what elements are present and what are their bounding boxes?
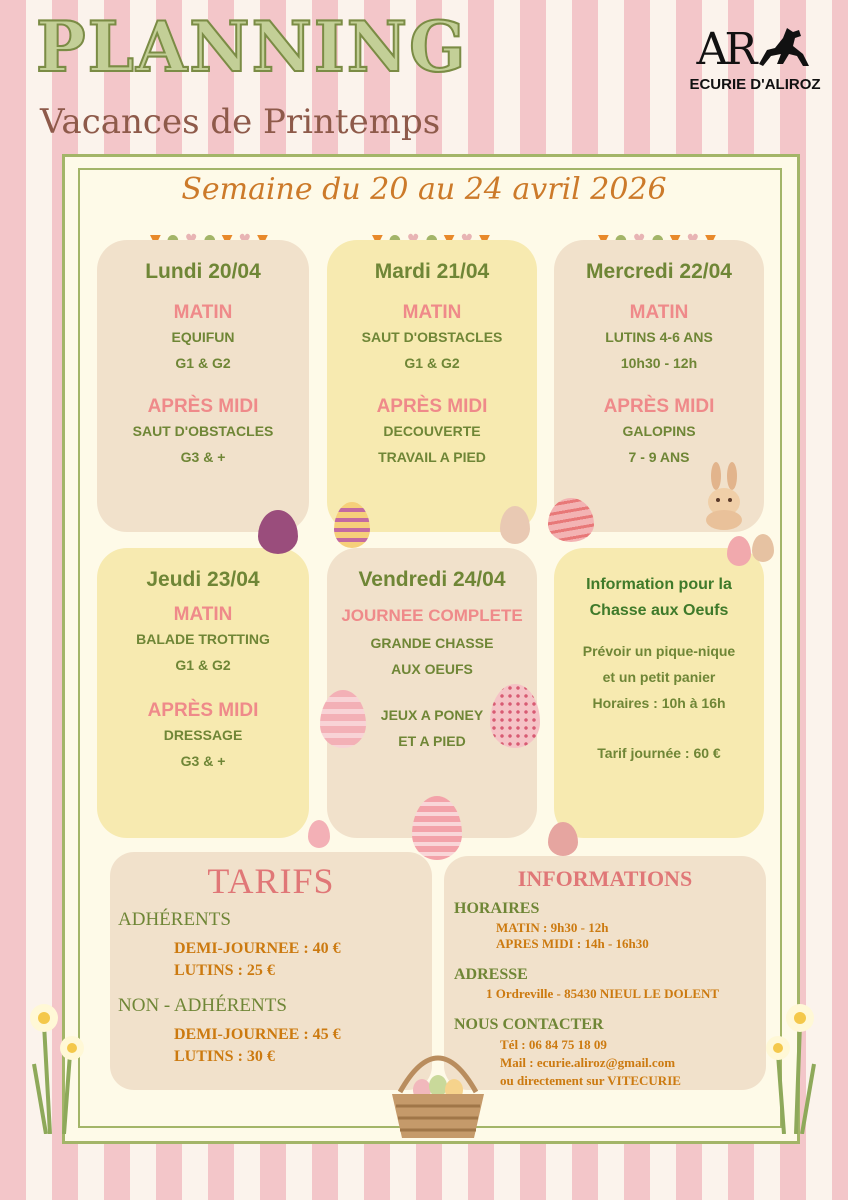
horse-icon <box>753 24 813 72</box>
activity-line: DECOUVERTE <box>383 423 481 439</box>
group-line: G1 & G2 <box>404 355 460 371</box>
group-line: G1 & G2 <box>175 355 231 371</box>
activity-line: GALOPINS <box>622 423 696 439</box>
logo-mark: AR <box>696 24 754 75</box>
morning-label: MATIN <box>173 604 233 625</box>
info-line: Prévoir un pique-nique <box>582 643 736 659</box>
members-label: ADHÉRENTS <box>118 909 231 930</box>
info-title: Chasse aux Oeufs <box>589 602 729 619</box>
day-card-monday <box>97 240 309 532</box>
easter-egg-icon <box>258 510 298 554</box>
logo <box>680 24 830 134</box>
day-title: Jeudi 23/04 <box>146 568 260 591</box>
morning-label: MATIN <box>402 302 462 323</box>
full-day-label: JOURNEE COMPLETE <box>341 606 523 625</box>
afternoon-label: APRÈS MIDI <box>147 396 259 417</box>
activity-line: GRANDE CHASSE <box>370 635 494 651</box>
hours-line: MATIN : 9h30 - 12h <box>496 920 609 935</box>
price-line: LUTINS : 30 € <box>174 1048 275 1065</box>
afternoon-label: APRÈS MIDI <box>376 396 488 417</box>
easter-egg-icon <box>548 822 578 856</box>
easter-egg-icon <box>308 820 330 848</box>
activity-line: SAUT D'OBSTACLES <box>132 423 274 439</box>
email-line: Mail : ecurie.aliroz@gmail.com <box>500 1055 676 1070</box>
afternoon-label: APRÈS MIDI <box>603 396 715 417</box>
phone-line: Tél : 06 84 75 18 09 <box>500 1037 607 1052</box>
hours-line: APRES MIDI : 14h - 16h30 <box>496 936 649 951</box>
daffodil-icon <box>24 984 94 1134</box>
morning-label: MATIN <box>629 302 689 323</box>
activity-line: AUX OEUFS <box>391 661 473 677</box>
week-title: Semaine du 20 au 24 avril 2026 <box>181 172 667 207</box>
time-line: 10h30 - 12h <box>620 355 698 371</box>
activity-line: JEUX A PONEY <box>380 707 484 723</box>
activity-line: LUTINS 4-6 ANS <box>605 329 713 345</box>
logo-name: ECURIE D'ALIROZ <box>689 76 821 93</box>
page-title: PLANNING <box>36 6 468 88</box>
morning-label: MATIN <box>173 302 233 323</box>
group-line: G1 & G2 <box>175 657 231 673</box>
price-line: DEMI-JOURNEE : 40 € <box>174 940 341 957</box>
easter-egg-icon <box>548 498 594 542</box>
info-line: Horaires : 10h à 16h <box>592 695 726 711</box>
afternoon-label: APRÈS MIDI <box>147 700 259 721</box>
info-line: et un petit panier <box>602 669 716 685</box>
basket-icon <box>382 1030 494 1142</box>
activity-line: DRESSAGE <box>163 727 243 743</box>
easter-egg-icon <box>727 536 751 566</box>
day-card-thursday <box>97 548 309 838</box>
informations-title: INFORMATIONS <box>517 866 693 891</box>
day-title: Lundi 20/04 <box>145 260 261 283</box>
age-line: 7 - 9 ANS <box>628 449 690 465</box>
contact-line: ou directement sur VITECURIE <box>500 1073 681 1088</box>
easter-egg-icon <box>752 534 774 562</box>
day-title: Mardi 21/04 <box>374 260 490 283</box>
contact-label: NOUS CONTACTER <box>454 1016 604 1033</box>
price-line: DEMI-JOURNEE : 45 € <box>174 1026 341 1043</box>
info-title: Information pour la <box>586 576 732 593</box>
easter-egg-icon <box>500 506 530 544</box>
group-line: G3 & + <box>180 449 226 465</box>
tarifs-title: TARIFS <box>207 861 335 901</box>
easter-egg-icon <box>334 502 370 548</box>
activity-line: SAUT D'OBSTACLES <box>361 329 503 345</box>
price-line: Tarif journée : 60 € <box>597 745 721 761</box>
bunny-icon <box>700 462 748 530</box>
non-members-label: NON - ADHÉRENTS <box>118 995 287 1016</box>
daffodil-icon <box>756 984 826 1134</box>
address-label: ADRESSE <box>454 966 528 983</box>
price-line: LUTINS : 25 € <box>174 962 275 979</box>
day-title: Mercredi 22/04 <box>586 260 732 283</box>
activity-line: BALADE TROTTING <box>136 631 270 647</box>
day-card-tuesday <box>327 240 537 532</box>
hours-label: HORAIRES <box>454 900 540 917</box>
address-line: 1 Ordreville - 85430 NIEUL LE DOLENT <box>486 986 720 1001</box>
day-title: Vendredi 24/04 <box>358 568 506 591</box>
group-line: G3 & + <box>180 753 226 769</box>
egg-hunt-info-card <box>554 548 764 838</box>
activity-line: ET A PIED <box>398 733 466 749</box>
activity-line: TRAVAIL A PIED <box>378 449 486 465</box>
activity-line: EQUIFUN <box>171 329 235 345</box>
page-subtitle: Vacances de Printemps <box>40 102 441 142</box>
